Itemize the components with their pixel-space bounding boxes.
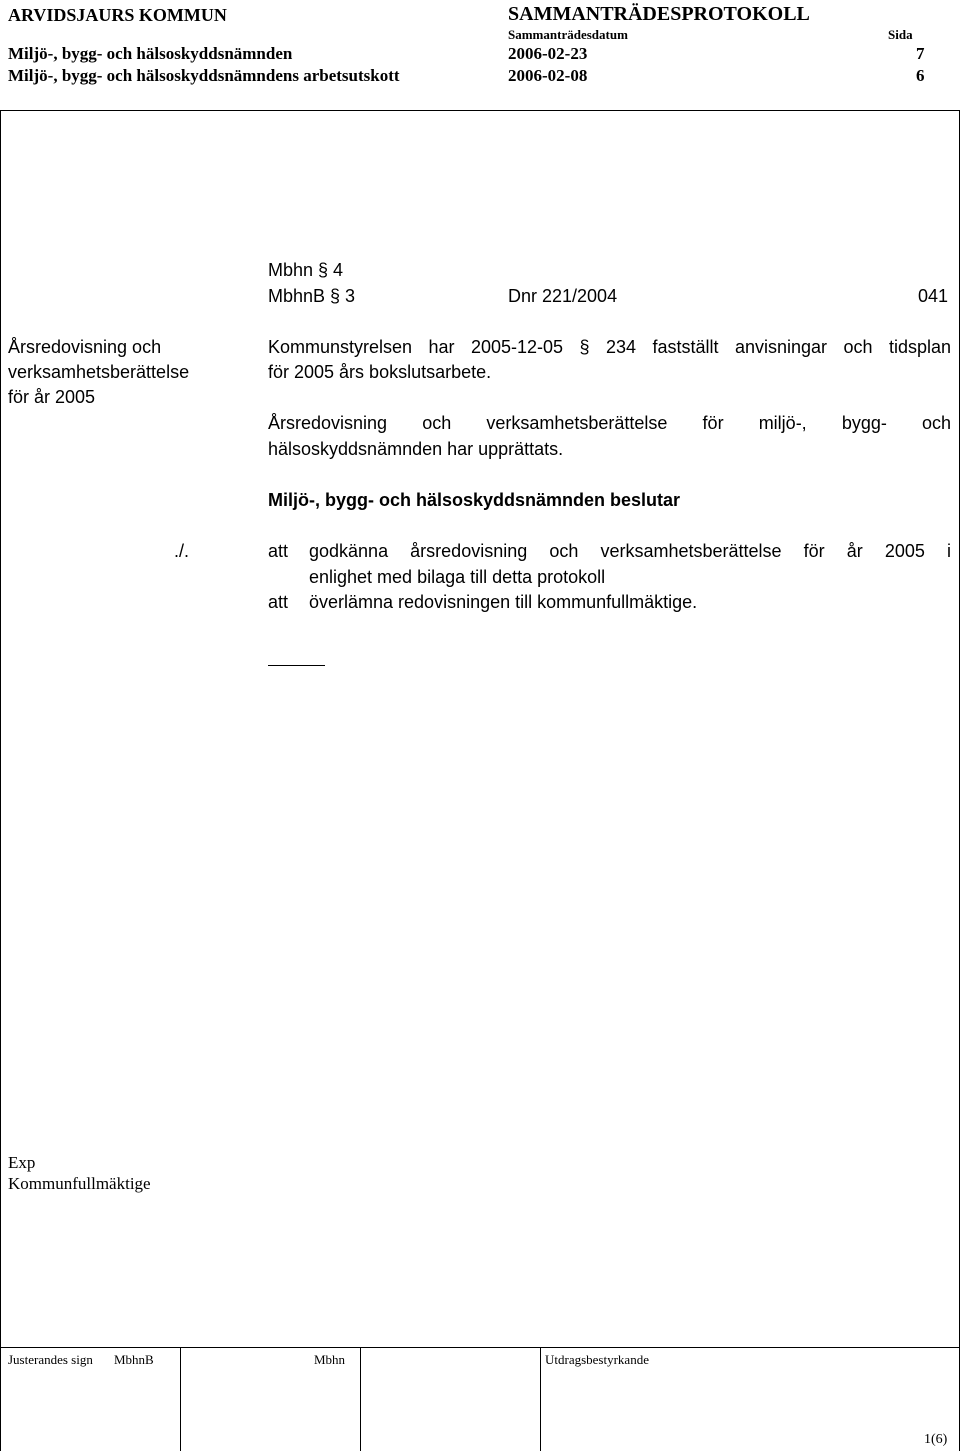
sign-mbhnb: MbhnB (114, 1352, 154, 1367)
working-committee-name: Miljö-, bygg- och hälsoskyddsnämndens arbetsutskott (8, 66, 400, 85)
date-label: Sammanträdesdatum (508, 27, 628, 42)
dnr: Dnr 221/2004 (508, 286, 618, 306)
section-ref-mbhn: Mbhn § 4 (268, 260, 344, 280)
paragraph-1-line2: för 2005 års bokslutsarbete. (268, 362, 492, 382)
footer-divider-3 (540, 1347, 541, 1451)
committee-name: Miljö-, bygg- och hälsoskyddsnämnden (8, 44, 293, 63)
decision-1-line2: enlighet med bilaga till detta protokoll (309, 567, 606, 587)
header-rule (0, 110, 960, 111)
footer-rule (0, 1347, 960, 1348)
decision-heading: Miljö-, bygg- och hälsoskyddsnämnden beslutar (268, 490, 681, 510)
working-committee-page: 6 (916, 66, 925, 85)
side-title-line1: Årsredovisning och (8, 337, 162, 357)
org-name: ARVIDSJAURS KOMMUN (8, 5, 227, 25)
paragraph-2-line2: hälsoskyddsnämnden har upprättats. (268, 439, 564, 459)
committee-page: 7 (916, 44, 925, 63)
decision-1-line1: godkänna årsredovisning och verksamhetsberättelse för år 2005 i (309, 541, 951, 561)
page-of: 1(6) (924, 1432, 948, 1447)
footer-divider-1 (180, 1347, 181, 1451)
left-border (0, 110, 1, 1451)
footer-divider-2 (360, 1347, 361, 1451)
decision-2-line1: överlämna redovisningen till kommunfullmäktige. (309, 592, 698, 612)
sign-label: Justerandes sign (8, 1352, 93, 1367)
side-title-line3: för år 2005 (8, 387, 96, 407)
paragraph-2-line1: Årsredovisning och verksamhetsberättelse för miljö-, bygg- och (268, 413, 951, 433)
expedition-recipient: Kommunfullmäktige (8, 1174, 151, 1193)
attachment-marker: ./. (174, 541, 190, 561)
extract-label: Utdragsbestyrkande (545, 1352, 649, 1367)
paragraph-1-line1: Kommunstyrelsen har 2005-12-05 § 234 fastställt anvisningar och tidsplan (268, 337, 951, 357)
side-title-line2: verksamhetsberättelse (8, 362, 190, 382)
decision-2-att: att (268, 592, 289, 612)
end-rule (268, 665, 325, 666)
doc-type: SAMMANTRÄDESPROTOKOLL (508, 3, 810, 25)
committee-date: 2006-02-23 (508, 44, 588, 63)
decision-1-att: att (268, 541, 289, 561)
working-committee-date: 2006-02-08 (508, 66, 588, 85)
sign-mbhn: Mbhn (314, 1352, 346, 1367)
expedition-label: Exp (8, 1153, 36, 1172)
page-label: Sida (888, 27, 913, 42)
archive-code: 041 (918, 286, 949, 306)
section-ref-mbhnb: MbhnB § 3 (268, 286, 356, 306)
